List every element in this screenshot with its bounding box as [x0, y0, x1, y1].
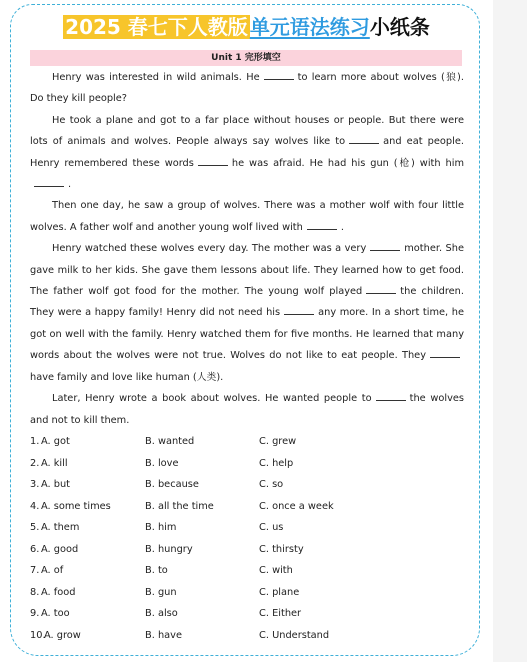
option-b: B. have [145, 629, 182, 641]
blank-4 [34, 176, 64, 187]
question-number: 6. [30, 543, 40, 555]
option-b: B. him [145, 522, 177, 533]
option-b: B. gun [145, 586, 177, 598]
question-number: 5. [30, 522, 40, 533]
option-a: A. but [41, 479, 71, 490]
passage-paragraph-5: Later, Henry wrote a book about wolves. He wanted people to the wolves and not to kill them. [30, 388, 464, 431]
title-suffix: 小纸条 [369, 15, 430, 39]
blank-10 [376, 390, 406, 401]
blank-8 [284, 304, 314, 315]
option-b: B. to [145, 565, 168, 576]
blank-1 [264, 69, 294, 80]
question-row [30, 517, 464, 539]
question-number: 4. [30, 500, 40, 512]
option-a: A. got [41, 436, 70, 447]
cloze-passage [30, 67, 464, 431]
page-title [0, 12, 493, 42]
option-c: C. thirsty [259, 543, 304, 555]
question-row [30, 625, 464, 647]
option-b: B. love [145, 457, 179, 469]
option-a: A. good [41, 543, 79, 555]
question-row [30, 453, 464, 475]
question-number: 10. [30, 629, 46, 641]
option-a: A. kill [41, 457, 68, 469]
passage-paragraph-4: Henry watched these wolves every day. The mother was a very mother. She gave milk to her kids. She gave them lessons about life. They learned how to get food. The father wolf got food for the mother. The young wolf played the children. They were a happy family! Henry did not need his any more. In a short time, he got on well with the family. Henry watched them for five months. He learned that many words about the wolves were not true. Wolves do not like to eat people. Theyhave family and love like human (人类). [30, 238, 464, 388]
passage-paragraph-2: He took a plane and got to a far place without houses or people. But there were lots of animals and wolves. People always say wolves like to and eat people. Henry remembered these words he was afraid. He had his gun (枪) with him. [30, 114, 464, 191]
title-highlight-blue: 单元语法练习 [249, 15, 370, 39]
answer-options [30, 431, 464, 646]
option-a: A. some times [41, 500, 111, 512]
question-number: 7. [30, 565, 40, 576]
option-c: C. Either [259, 608, 302, 619]
option-c: C. us [259, 522, 284, 533]
blank-6 [370, 240, 400, 251]
option-c: C. help [259, 457, 294, 469]
blank-5 [307, 219, 337, 230]
option-c: C. plane [259, 586, 300, 598]
option-a: A. grow [44, 629, 81, 641]
passage-paragraph-1: Henry was interested in wild animals. He to learn more about wolves (狼). Do they kill people? [30, 67, 464, 110]
option-c: C. Understand [259, 629, 330, 641]
question-row [30, 539, 464, 561]
blank-2 [349, 133, 379, 144]
title-highlight-yellow: 2025 春七下人教版 [65, 15, 248, 39]
question-row [30, 496, 464, 518]
option-b: B. wanted [145, 436, 195, 447]
question-row [30, 431, 464, 453]
option-a: A. food [41, 586, 76, 598]
option-a: A. them [41, 522, 80, 533]
question-row [30, 560, 464, 582]
option-c: C. grew [259, 436, 297, 447]
question-number: 9. [30, 608, 40, 619]
question-number: 8. [30, 586, 40, 598]
passage-paragraph-3: Then one day, he saw a group of wolves. There was a mother wolf with four little wolves. A father wolf and another young wolf lived with . [30, 200, 464, 233]
question-number: 1. [30, 436, 40, 447]
question-row [30, 603, 464, 625]
option-a: A. too [41, 608, 70, 619]
blank-9 [430, 347, 460, 358]
option-c: C. once a week [259, 500, 334, 512]
question-number: 3. [30, 479, 40, 490]
question-row [30, 474, 464, 496]
option-c: C. so [259, 479, 284, 490]
option-b: B. also [145, 608, 178, 619]
question-number: 2. [30, 457, 40, 469]
question-row [30, 582, 464, 604]
blank-7 [366, 283, 396, 294]
option-a: A. of [41, 565, 64, 576]
option-b: B. all the time [145, 500, 214, 512]
option-b: B. hungry [145, 543, 193, 555]
section-heading: Unit 1 完形填空 [30, 50, 462, 66]
option-b: B. because [145, 479, 199, 490]
option-c: C. with [259, 565, 293, 576]
blank-3 [198, 155, 228, 166]
